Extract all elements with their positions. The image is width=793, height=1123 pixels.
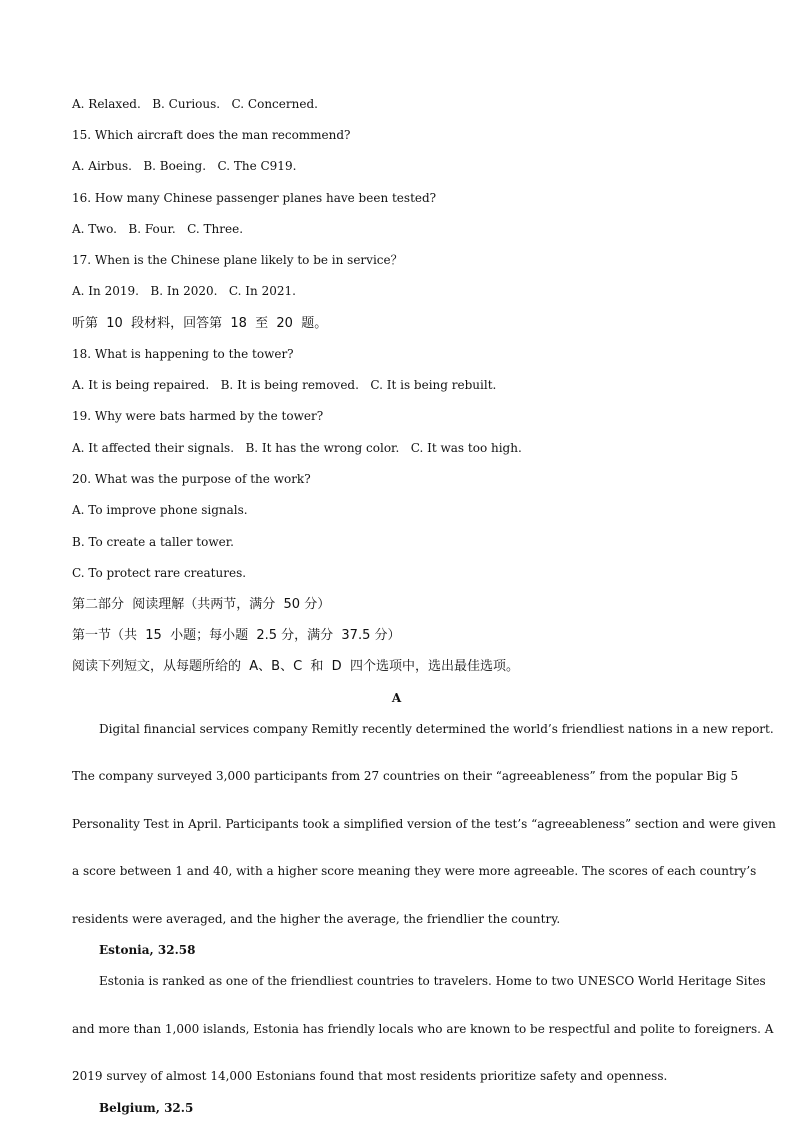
passage-para-1: Digital financial services company Remitly recently determined the world’s friendliest nations in a new report.	[99, 722, 774, 736]
q19-options: A. It affected their signals. B. It has the wrong color. C. It was too high.	[72, 441, 522, 455]
passage-para-2c: a score between 1 and 40, with a higher score meaning they were more agreeable. The scores of each country’s	[72, 864, 757, 878]
section-one-heading: 第一节（共 15 小题；每小题 2.5 分，满分 37.5 分）	[72, 628, 401, 643]
q18-question: 18. What is happening to the tower?	[72, 347, 294, 361]
estonia-para-a: Estonia is ranked as one of the friendliest countries to travelers. Home to two UNESCO World Heritage Sites	[99, 974, 766, 988]
q17-question: 17. When is the Chinese plane likely to be in service？	[72, 253, 403, 267]
section-instruction-10: 听第 10 段材料，回答第 18 至 20 题。	[72, 316, 328, 331]
reading-instruction: 阅读下列短文，从每题所给的 A、B、C 和 D 四个选项中，选出最佳选项。	[72, 659, 519, 674]
q19-question: 19. Why were bats harmed by the tower?	[72, 409, 324, 423]
q16-question: 16. How many Chinese passenger planes have been tested?	[72, 191, 437, 205]
q15-question: 15. Which aircraft does the man recommend?	[72, 128, 351, 142]
q20-option-b: B. To create a taller tower.	[72, 535, 234, 549]
passage-para-2b: Personality Test in April. Participants took a simplified version of the test’s “agreeableness” section and were given	[72, 817, 776, 831]
q15-options: A. Airbus. B. Boeing. C. The C919.	[72, 159, 297, 173]
part-two-heading: 第二部分 阅读理解（共两节，满分 50 分）	[72, 597, 331, 612]
estonia-heading: Estonia, 32.58	[99, 943, 196, 957]
q20-question: 20. What was the purpose of the work?	[72, 472, 311, 486]
q20-option-c: C. To protect rare creatures.	[72, 566, 247, 580]
q14-options: A. Relaxed. B. Curious. C. Concerned.	[72, 97, 318, 111]
q18-options: A. It is being repaired. B. It is being removed. C. It is being rebuilt.	[72, 378, 497, 392]
q17-options: A. In 2019. B. In 2020. C. In 2021.	[72, 284, 296, 298]
estonia-para-c: 2019 survey of almost 14,000 Estonians found that most residents prioritize safety and openness.	[72, 1069, 668, 1083]
belgium-heading: Belgium, 32.5	[99, 1101, 194, 1115]
passage-letter: A	[391, 691, 402, 705]
q16-options: A. Two. B. Four. C. Three.	[72, 222, 244, 236]
estonia-para-b: and more than 1,000 islands, Estonia has friendly locals who are known to be respectful and polite to foreigners. A	[72, 1022, 774, 1036]
q20-option-a: A. To improve phone signals.	[72, 503, 248, 517]
passage-para-2d: residents were averaged, and the higher the average, the friendlier the country.	[72, 912, 561, 926]
passage-para-2a: The company surveyed 3,000 participants from 27 countries on their “agreeableness” from the popular Big 5	[72, 769, 739, 783]
